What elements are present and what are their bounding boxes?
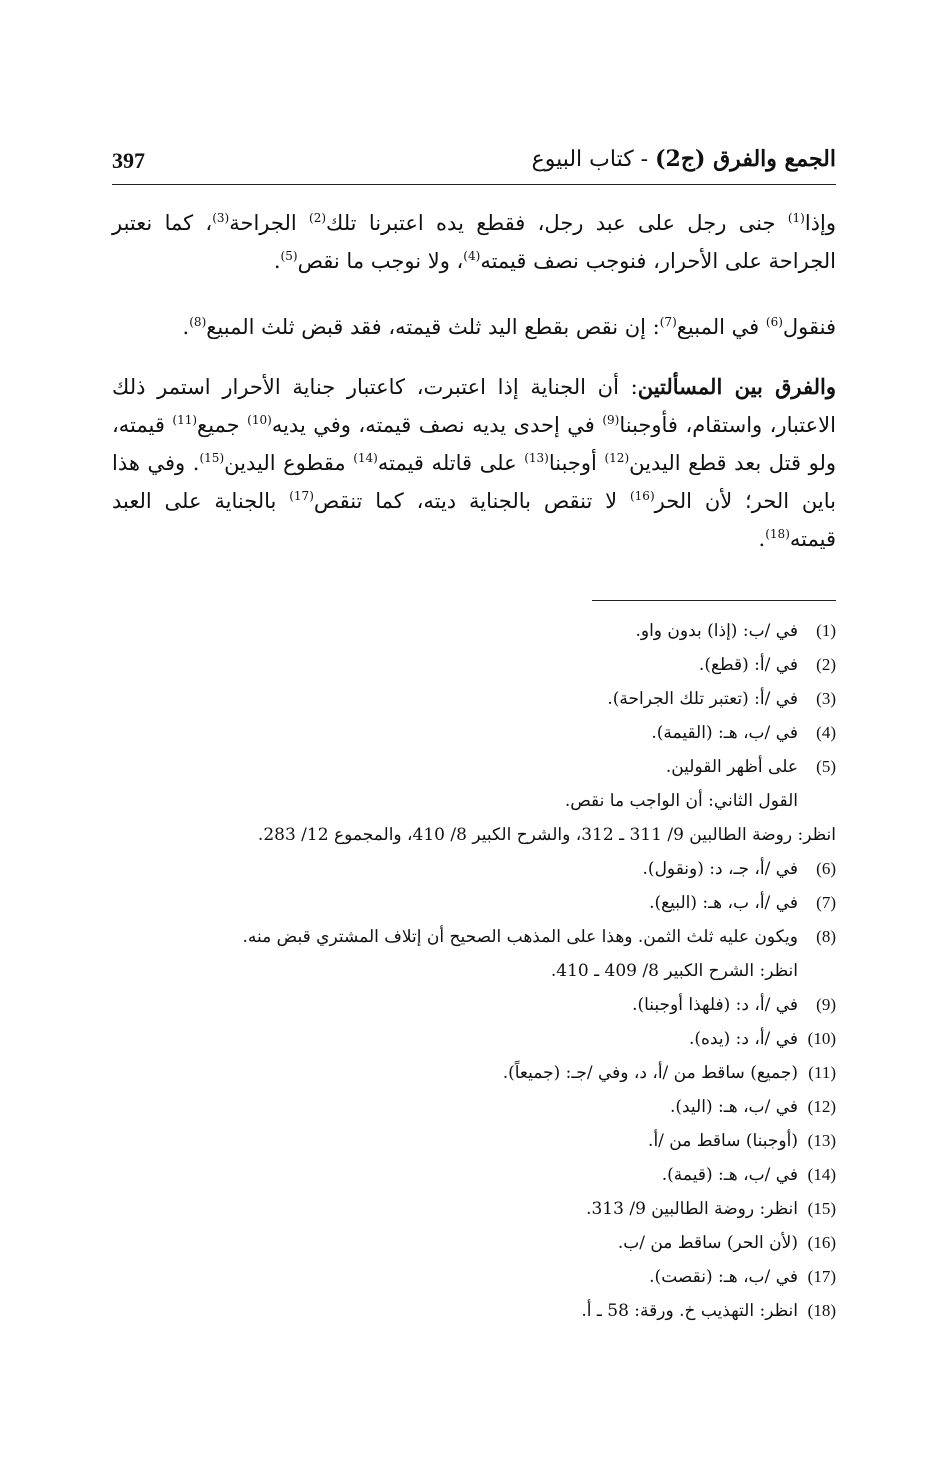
paragraph-text: جميع <box>197 413 248 437</box>
footnote-ref[interactable]: (14) <box>353 451 378 465</box>
footnote-item <box>110 988 836 1022</box>
footnote-number: (9) <box>816 995 836 1014</box>
footnote-text: (جميع) ساقط من /أ، د، وفي /جـ: (جميعاً). <box>502 1063 798 1083</box>
footnote-number: (1) <box>816 621 836 640</box>
footnote-text: في /أ، ب، هـ: (البيع). <box>649 893 798 913</box>
footnote-text: في /ب، هـ: (نقصت). <box>649 1267 798 1287</box>
footnote-text: (لأن الحر) ساقط من /ب. <box>617 1233 798 1253</box>
footnote-number: (6) <box>816 859 836 878</box>
footnote-item <box>110 852 836 886</box>
paragraph-text: جنى رجل على عبد رجل، فقطع يده اعتبرنا تلك <box>326 211 788 235</box>
footnote-item <box>110 1226 836 1260</box>
footnote-item <box>110 1056 836 1090</box>
paragraph-text: الجراحة <box>229 211 310 235</box>
footnote-number: (12) <box>807 1097 836 1116</box>
footnote-item <box>110 886 836 920</box>
footnote-ref[interactable]: (18) <box>765 527 790 541</box>
footnote-item <box>110 1294 836 1328</box>
footnote-ref[interactable]: (15) <box>199 451 225 465</box>
footnote-number: (13) <box>807 1131 836 1150</box>
footnote-text: في /أ، جـ، د: (ونقول). <box>642 859 798 879</box>
footnote-ref[interactable]: (12) <box>604 451 630 465</box>
footnote-number: (11) <box>808 1063 836 1082</box>
footnote-ref[interactable]: (2) <box>309 211 327 225</box>
footnote-number: (16) <box>807 1233 836 1252</box>
footnote-text: في /أ، د: (يده). <box>689 1029 798 1049</box>
paragraph-text: . وفي هذا باين الحر؛ لأن الحر <box>112 451 836 513</box>
footnote-text: في /ب، هـ: (القيمة). <box>651 723 798 743</box>
running-header <box>112 140 836 186</box>
footnote-number: (7) <box>816 893 836 912</box>
footnote-ref[interactable]: (11) <box>172 413 198 427</box>
footnote-item <box>110 1260 836 1294</box>
footnote-number: (8) <box>816 927 836 946</box>
paragraph-text: ، كما نعتبر الجراحة على الأحرار، فنوجب نصف قيمته <box>112 211 836 273</box>
footnote-item <box>110 1158 836 1192</box>
paragraph-2 <box>112 308 836 346</box>
footnote-ref[interactable]: (5) <box>280 249 298 263</box>
paragraph-text: في المبيع <box>676 315 766 339</box>
footnote-text: انظر: التهذيب خ. ورقة: 58 ـ أ. <box>581 1301 798 1321</box>
footnote-text: انظر: روضة الطالبين 9/ 313. <box>586 1199 798 1219</box>
footnote-text: في /أ: (تعتبر تلك الجراحة). <box>607 689 798 709</box>
paragraph-text: ، ولا نوجب ما نقص <box>297 249 464 273</box>
footnote-item <box>110 1124 836 1158</box>
paragraph-text: لا تنقص بالجناية ديته، كما تنقص <box>313 489 630 513</box>
footnote-text: في /ب: (إذا) بدون واو. <box>635 621 798 641</box>
footnote-ref[interactable]: (8) <box>189 315 207 329</box>
footnotes <box>110 614 836 1328</box>
footnote-ref[interactable]: (3) <box>212 211 230 225</box>
footnote-item <box>110 716 836 750</box>
footnote-number: (5) <box>816 757 836 776</box>
paragraph-text: قيمته، ولو قتل بعد قطع اليدين <box>112 413 837 475</box>
footnote-continuation: انظر: روضة الطالبين 9/ 311 ـ 312، والشرح الكبير 8/ 410، والمجموع 12/ 283. <box>257 825 836 845</box>
footnote-text: في /ب، هـ: (اليد). <box>669 1097 798 1117</box>
running-title-sub: - كتاب البيوع <box>531 147 656 172</box>
footnote-continuation: انظر: الشرح الكبير 8/ 409 ـ 410. <box>550 961 798 981</box>
paragraph-text: . <box>273 249 281 273</box>
footnote-number: (4) <box>816 723 836 742</box>
footnote-continuation: القول الثاني: أن الواجب ما نقص. <box>564 791 798 811</box>
paragraph-text: . <box>182 315 190 339</box>
footnote-text: (أوجبنا) ساقط من /أ. <box>648 1131 798 1151</box>
footnote-item <box>110 1022 836 1056</box>
paragraph-text: أوجبنا <box>548 451 605 475</box>
footnote-number: (3) <box>816 689 836 708</box>
footnote-ref[interactable]: (17) <box>289 489 314 503</box>
header-rule <box>112 184 836 185</box>
running-title-main: الجمع والفرق (ج2) <box>655 146 836 172</box>
footnote-ref[interactable]: (9) <box>602 413 620 427</box>
footnote-item <box>110 1090 836 1124</box>
footnote-ref[interactable]: (16) <box>629 489 655 503</box>
paragraph-text: بالجناية على العبد قيمته <box>112 489 836 551</box>
footnote-number: (18) <box>807 1301 836 1320</box>
paragraph-text: : إن نقص بقطع اليد ثلث قيمته، فقد قبض ثلث المبيع <box>206 315 660 339</box>
footnote-item <box>110 648 836 682</box>
section-lead: والفرق بين المسألتين <box>637 374 836 399</box>
footnote-text: على أظهر القولين. <box>665 757 798 777</box>
footnote-ref[interactable]: (13) <box>524 451 549 465</box>
footnote-ref[interactable]: (4) <box>463 249 481 263</box>
footnote-text: في /أ: (قطع). <box>698 655 798 675</box>
page-number: 397 <box>112 148 145 173</box>
paragraph-text: في إحدى يديه نصف قيمته، وفي يديه <box>271 413 603 437</box>
footnote-number: (10) <box>807 1029 836 1048</box>
footnote-number: (17) <box>807 1267 836 1286</box>
footnote-text: ويكون عليه ثلث الثمن. وهذا على المذهب الصحيح أن إتلاف المشتري قبض منه. <box>242 927 798 947</box>
footnote-item <box>110 920 836 954</box>
paragraph-text: على قاتله قيمته <box>377 451 525 475</box>
footnote-ref[interactable]: (10) <box>247 413 272 427</box>
paragraph-text: مقطوع اليدين <box>224 451 354 475</box>
paragraph-1 <box>112 204 836 280</box>
footnote-text: في /ب، هـ: (قيمة). <box>661 1165 798 1185</box>
paragraph-text: . <box>758 527 766 551</box>
footnote-ref[interactable]: (1) <box>787 211 805 225</box>
footnote-item <box>110 1192 836 1226</box>
footnote-item <box>110 682 836 716</box>
footnote-ref[interactable]: (6) <box>765 315 783 329</box>
footnote-number: (14) <box>807 1165 836 1184</box>
footnote-text: في /أ، د: (فلهذا أوجبنا). <box>632 995 798 1015</box>
footnote-number: (15) <box>807 1199 836 1218</box>
footnote-number: (2) <box>816 655 836 674</box>
paragraph-3 <box>112 368 836 558</box>
paragraph-text: : أن الجناية إذا اعتبرت، كاعتبار جناية الأحرار استمر ذلك الاعتبار، واستقام، فأوجبنا <box>112 375 836 437</box>
footnote-ref[interactable]: (7) <box>659 315 677 329</box>
footnote-item <box>110 750 836 784</box>
paragraph-text: فنقول <box>782 315 836 339</box>
footnote-separator <box>592 600 836 601</box>
paragraph-text: وإذا <box>804 211 836 235</box>
footnote-item <box>110 614 836 648</box>
running-title <box>532 146 836 172</box>
